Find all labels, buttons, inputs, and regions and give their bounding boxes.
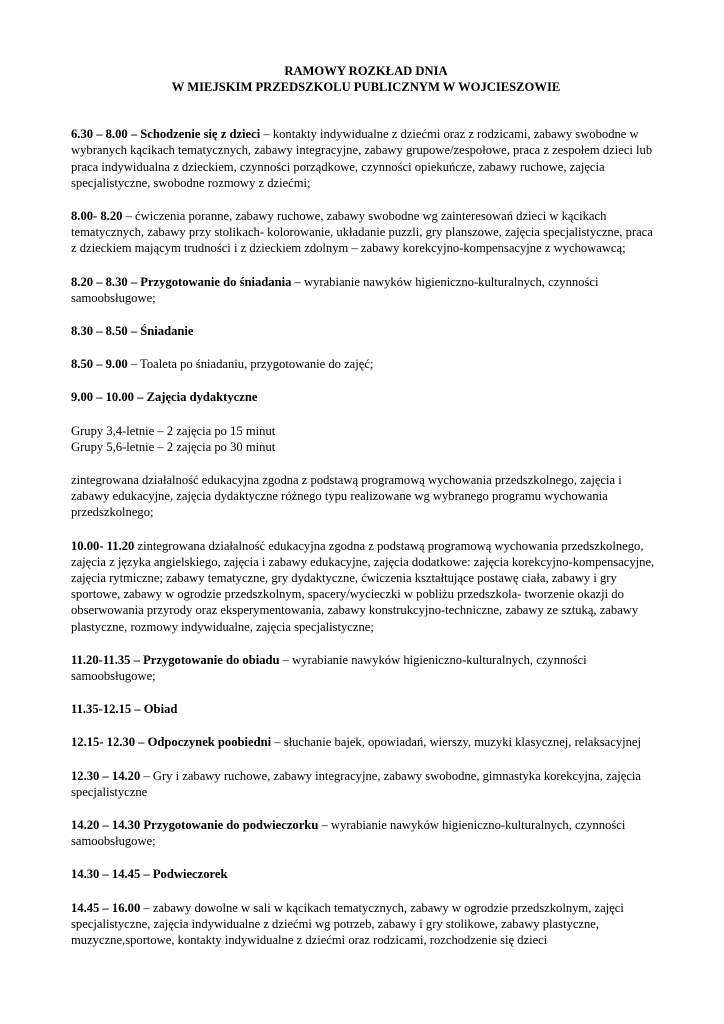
didactic-note: zintegrowana działalność edukacyjna zgodna z podstawą programową wychowania przedszkolnego, zajęcia i zabawy edukacyjne, zajęcia dydaktyczne różnego typu realizowane wg wybranego programu wychowania przedszkolnego; [71, 473, 622, 520]
entry-time: 12.15- 12.30 – [71, 735, 148, 750]
entry-time: 9.00 – 10.00 – [71, 390, 147, 405]
group-durations [71, 423, 661, 455]
schedule-entry-1135 [71, 701, 661, 717]
entry-heading: Podwieczorek [152, 867, 228, 882]
entry-heading: Schodzenie się z dzieci [140, 127, 261, 142]
title-spacer [71, 95, 661, 126]
entry-time: 14.45 – 16.00 [71, 900, 141, 915]
entry-text: zintegrowana działalność edukacyjna zgodna z podstawą programową wychowania przedszkolnego, zajęcia z języka angielskiego, zajęcia i zabawy edukacyjne, zajęcia dodatkowe: zajęcia korekcyjno-kompensacyjne, zajęcia rytmiczne; zabawy tematyczne, gry dydaktyczne, ćwiczenia kształtujące postawę ciała, zabawy i gry sportowe, zabawy w ogrodzie przedszkolnym, spacery/wycieczki w pobliżu przedszkola- tworzenie okazji do obserwowania przyrody oraz eksperymentowania, zabawy konstrukcyjno-techniczne, zabawy ze sztuką, zabawy plastyczne, rozmowy indywidualne, zajęcia specjalistyczne; [71, 538, 655, 634]
schedule-entry-1430 [71, 866, 661, 882]
schedule-entry-0900 [71, 389, 661, 405]
entry-heading: Śniadanie [140, 324, 194, 339]
entry-heading: Zajęcia dydaktyczne [146, 390, 258, 405]
entry-time: 14.20 – 14.30 [71, 818, 144, 833]
entry-text: – słuchanie bajek, opowiadań, wierszy, muzyki klasycznej, relaksacyjnej [271, 735, 642, 750]
entry-heading: Przygotowanie do podwieczorku [143, 818, 319, 833]
entry-heading: Przygotowanie do obiadu [143, 652, 280, 667]
schedule-entry-1445 [71, 900, 661, 949]
entry-text: – wyrabianie nawyków higieniczno-kulturalnych, czynności samoobsługowe; [71, 818, 626, 849]
schedule-entry-1120 [71, 652, 661, 684]
entry-time: 11.20-11.35 – [71, 652, 144, 667]
entry-time: 6.30 – 8.00 – [71, 127, 141, 142]
entry-heading: Odpoczynek poobiedni [147, 735, 272, 750]
schedule-entry-0800 [71, 208, 661, 257]
entry-text: – Toaleta po śniadaniu, przygotowanie do zajęć; [127, 357, 374, 372]
schedule-entry-1420 [71, 817, 661, 849]
entry-time: 12.30 – 14.20 [71, 768, 141, 783]
entry-heading: Obiad [143, 702, 178, 717]
schedule-entry-1215 [71, 734, 661, 750]
schedule-entry-0850 [71, 356, 661, 372]
entry-time: 8.20 – 8.30 – [71, 274, 141, 289]
entry-text: – zabawy dowolne w sali w kącikach tematycznych, zabawy w ogrodzie przedszkolnym, zajęci specjalistyczne, zajęcia indywidualne z dziećmi wg potrzeb, zabawy i gry stolikowe, zabawy plastyczne, muzyczne,sportowe, kontakty indywidualne z dziećmi oraz rodzicami, rozchodzenie się dzieci [71, 900, 624, 948]
entry-time: 8.00- 8.20 [71, 209, 123, 223]
entry-text: – ćwiczenia poranne, zabawy ruchowe, zabawy swobodne wg zainteresowań dzieci w kącikach tematycznych, zabawy przy stolikach- kolorowanie, układanie puzzli, gry planszowe, zajęcia specjalistyczne, praca z dzieckiem mającym trudności i z dzieckiem zdolnym – zabawy korekcyjno-kompensacyjne z wychowawcą; [71, 209, 653, 256]
schedule-entry-1230 [71, 768, 661, 800]
schedule-entry-0830 [71, 323, 661, 339]
entry-text: – Gry i zabawy ruchowe, zabawy integracyjne, zabawy swobodne, gimnastyka korekcyjna, zajęcia specjalistyczne [71, 768, 642, 799]
entry-time: 11.35-12.15 – [71, 702, 144, 717]
document-title-line-1: RAMOWY ROZKŁAD DNIA [284, 64, 448, 78]
schedule-entry-0820 [71, 274, 661, 306]
group-line: Grupy 3,4-letnie – 2 zajęcia po 15 minut [71, 423, 276, 438]
schedule-entry-0630 [71, 126, 661, 191]
document-title-line-2: W MIEJSKIM PRZEDSZKOLU PUBLICZNYM W WOJCIESZOWIE [171, 79, 561, 94]
entry-text: – wyrabianie nawyków higieniczno-kulturalnych, czynności samoobsługowe; [71, 652, 587, 684]
group-line: Grupy 5,6-letnie – 2 zajęcia po 30 minut [71, 439, 276, 454]
entry-time: 14.30 – 14.45 – [71, 867, 153, 882]
document-page [71, 64, 661, 965]
entry-text: – kontakty indywidualne z dziećmi oraz z rodzicami, zabawy swobodne w wybranych kącikach tematycznych, zabawy integracyjne, zabawy grupowe/zespołowe, praca z zespołem dzieci lub praca indywidualna z dzieckiem, czynności porządkowe, czynności opiekuńcze, zabawy ruchowe, zajęcia specjalistyczne, swobodne rozmowy z dziećmi; [71, 127, 653, 190]
entry-time: 8.30 – 8.50 – [71, 324, 141, 339]
entry-text: – wyrabianie nawyków higieniczno-kulturalnych, czynności samoobsługowe; [71, 274, 599, 305]
entry-heading: Przygotowanie do śniadania [140, 274, 292, 289]
schedule-entry-1000 [71, 538, 661, 635]
entry-time: 10.00- 11.20 [71, 538, 135, 553]
entry-time: 8.50 – 9.00 [71, 357, 128, 372]
